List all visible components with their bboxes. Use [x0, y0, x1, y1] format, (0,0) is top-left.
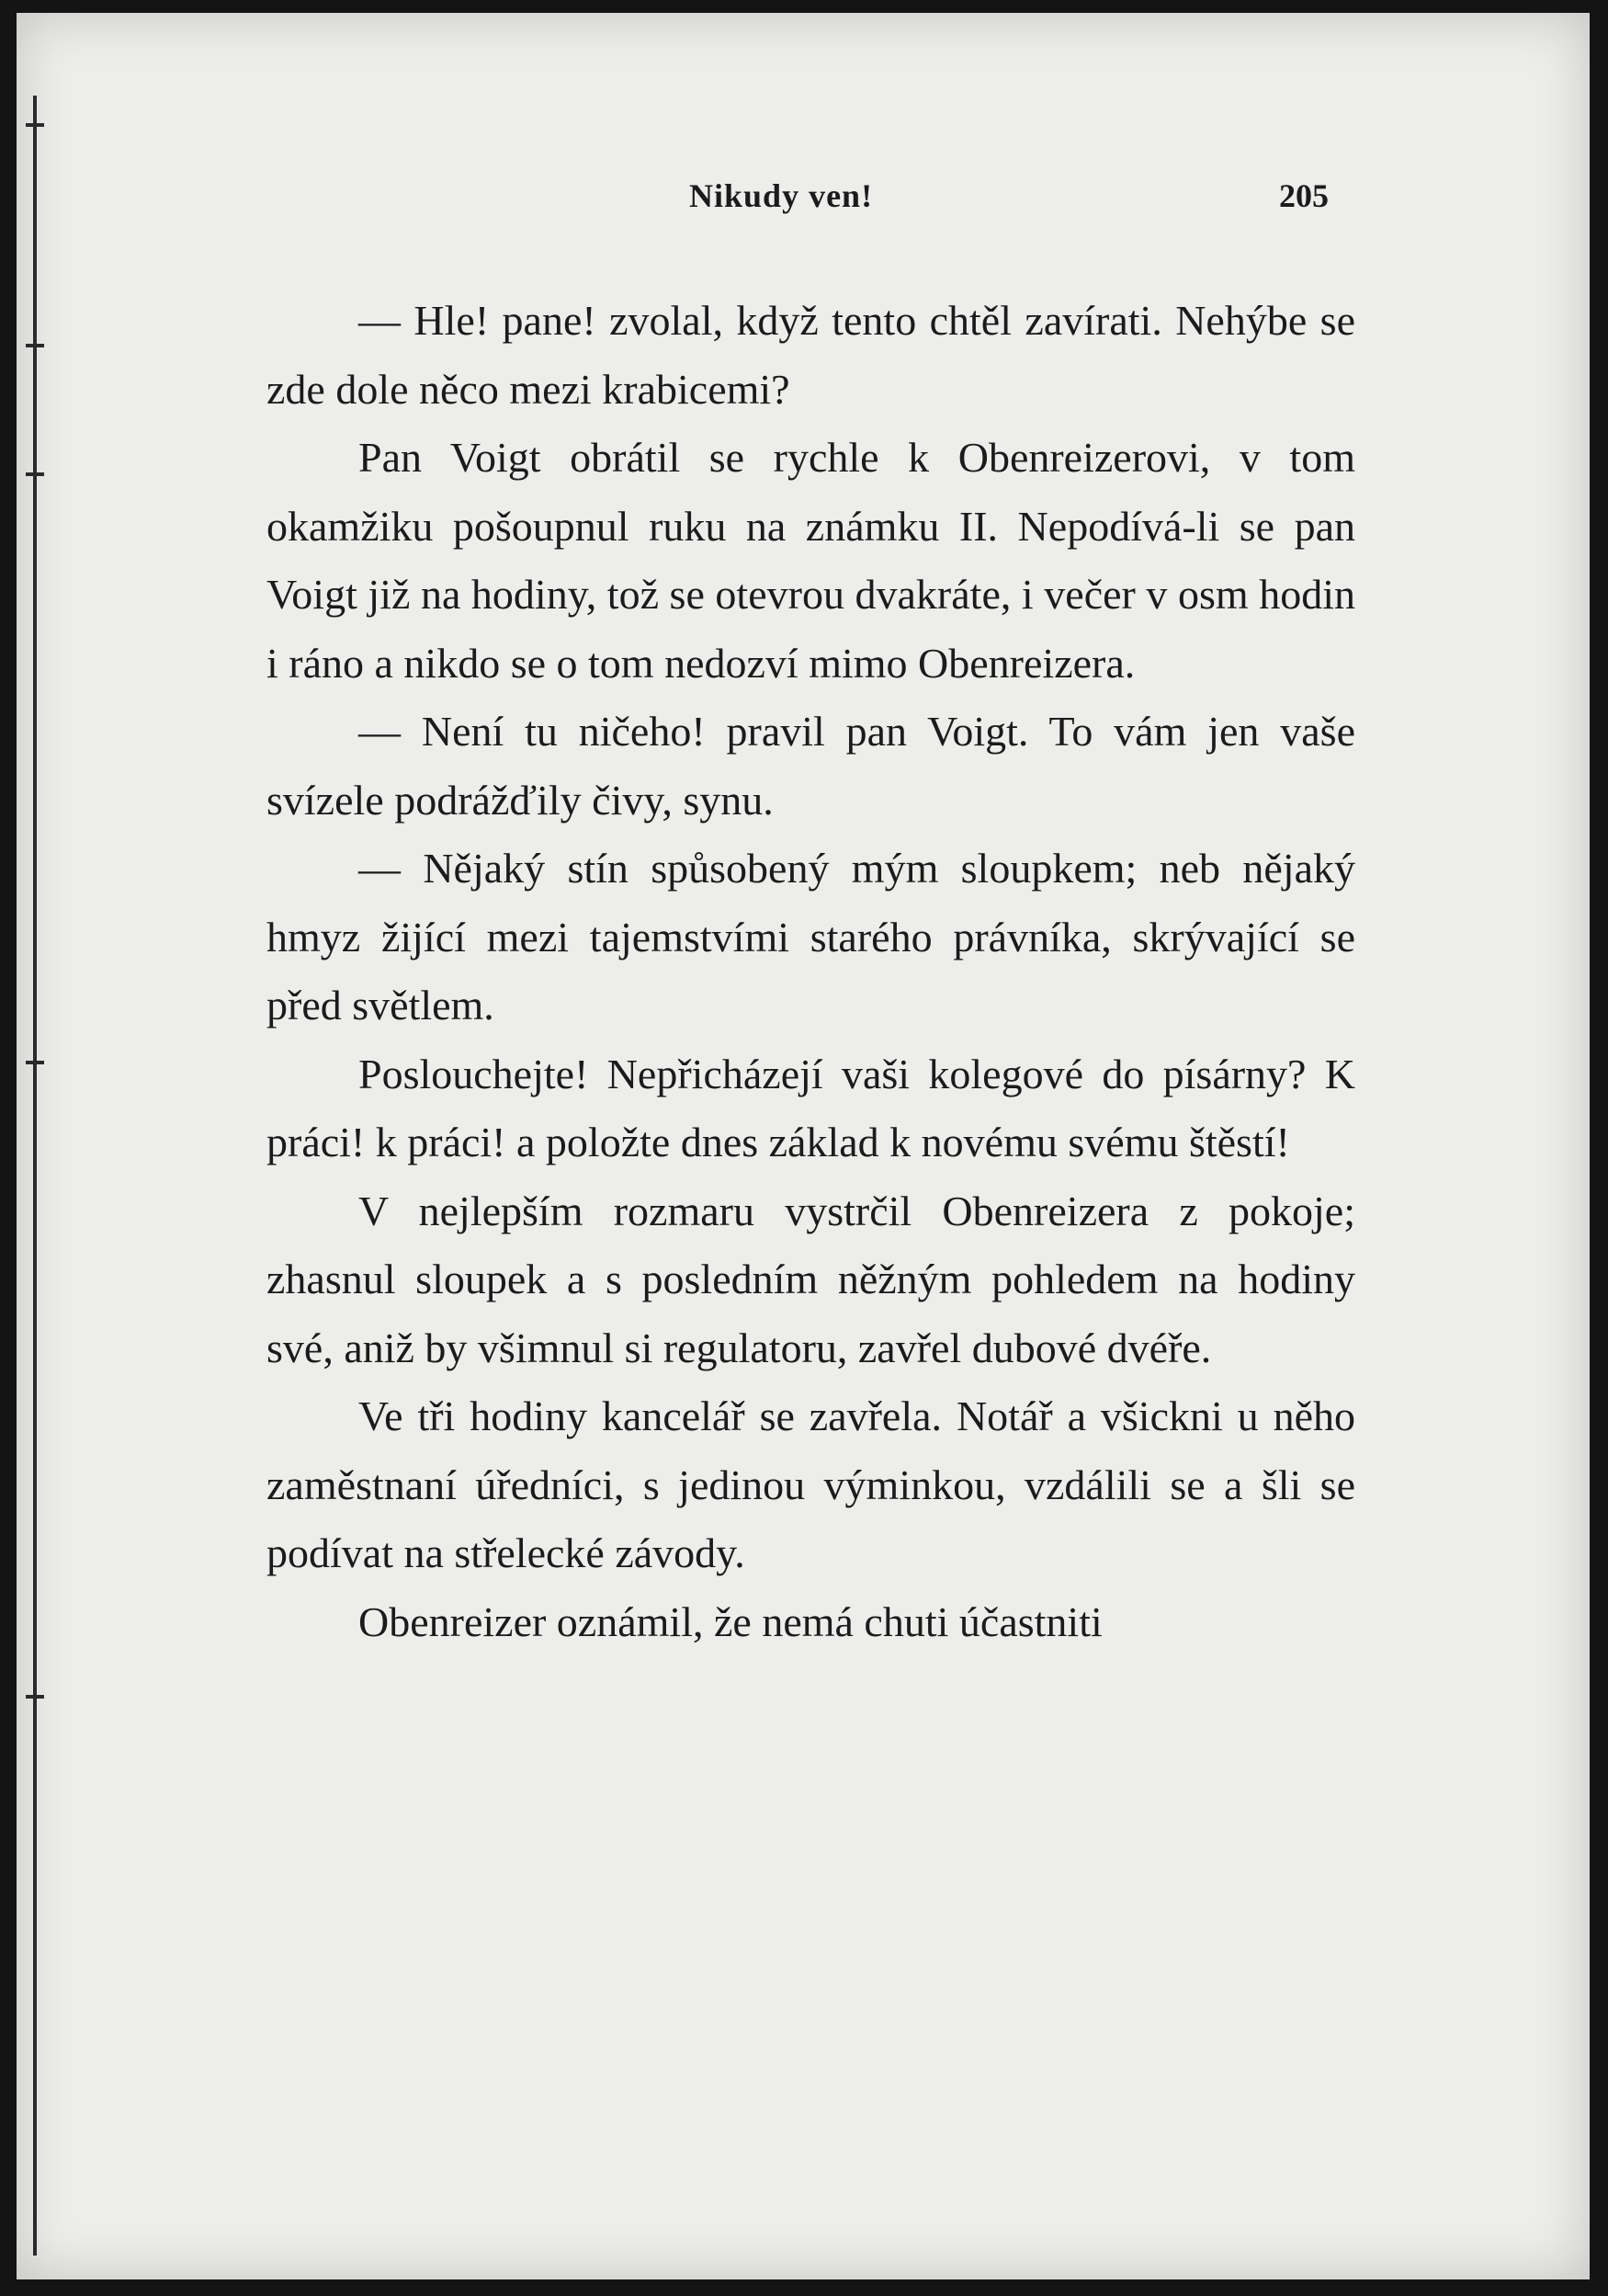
page-body	[266, 287, 1355, 1656]
running-title: Nikudy ven!	[689, 177, 874, 214]
paragraph: V nejlepším rozmaru vystrčil Obenreizera z pokoje; zhasnul sloupek a s posledním něžným pohledem na hodiny své, aniž by všimnul si regulatoru, zavřel dubové dvéře.	[266, 1187, 1355, 1371]
page-header	[0, 176, 1608, 222]
paragraph: — Není tu ničeho! pravil pan Voigt. To vám jen vaše svízele podrážďily čivy, synu.	[266, 708, 1355, 824]
page-number: 205	[1279, 177, 1329, 214]
paragraph: — Nějaký stín spůsobený mým sloupkem; neb nějaký hmyz žijící mezi tajemstvími starého právníka, skrývající se před světlem.	[266, 845, 1355, 1029]
paragraph: Ve tři hodiny kancelář se zavřela. Notář a všickni u něho zaměstnaní úředníci, s jedinou výminkou, vzdálili se a šli se podívat na střelecké závody.	[266, 1392, 1355, 1576]
binding-mark	[26, 472, 44, 476]
paragraph: Pan Voigt obrátil se rychle k Obenreizerovi, v tom okamžiku pošoupnul ruku na známku II. Nepodívá-li se pan Voigt již na hodiny, tož se otevrou dvakráte, i večer v osm hodin i ráno a nikdo se o tom nedozví mimo Obenreizera.	[266, 434, 1355, 687]
binding-mark	[26, 1695, 44, 1699]
binding-mark	[26, 344, 44, 347]
binding-mark	[26, 123, 44, 127]
binding-mark	[26, 1061, 44, 1064]
paragraph: Poslouchejte! Nepřicházejí vaši kolegové do písárny? K práci! k práci! a položte dnes základ k novému svému štěstí!	[266, 1050, 1355, 1165]
paragraph: Obenreizer oznámil, že nemá chuti účastniti	[358, 1597, 1103, 1645]
binding-edge	[33, 96, 37, 2256]
paragraph: — Hle! pane! zvolal, když tento chtěl zavírati. Nehýbe se zde dole něco mezi krabicemi?	[266, 297, 1355, 413]
